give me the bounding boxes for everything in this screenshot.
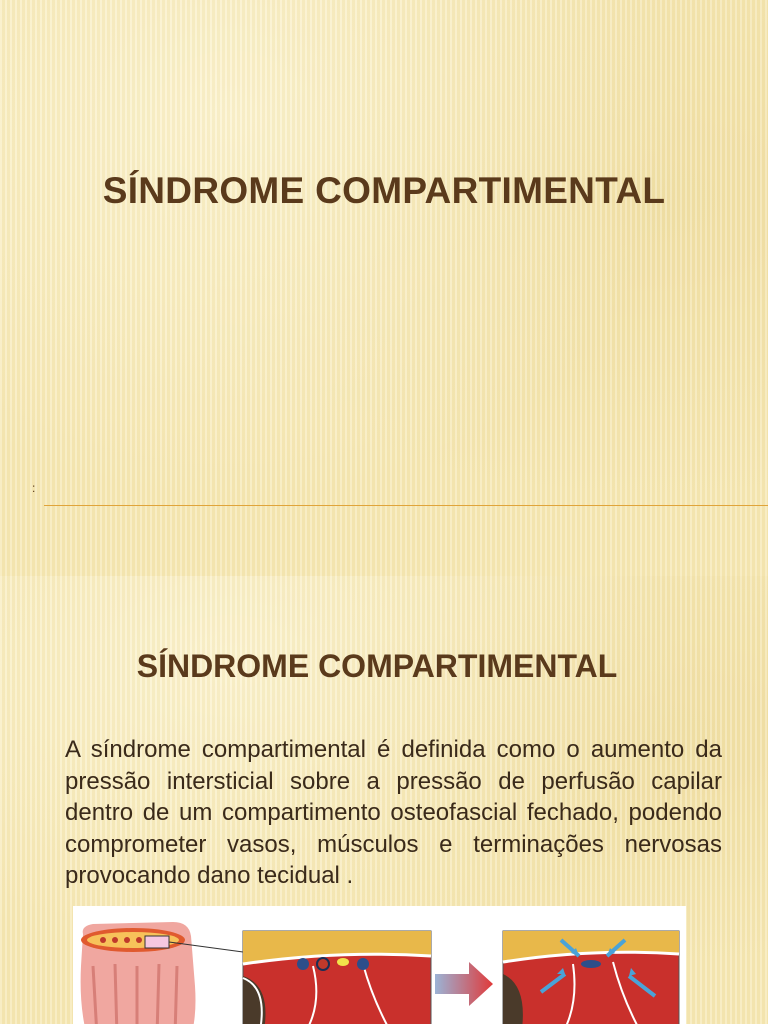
normal-compartment-illustration <box>243 931 431 1024</box>
compressed-compartment-illustration <box>503 931 679 1024</box>
slide-title: SÍNDROME COMPARTIMENTAL <box>136 648 618 684</box>
slide-marker: : <box>32 481 36 495</box>
slide-title: SÍNDROME COMPARTIMENTAL <box>102 170 666 211</box>
content-slide <box>0 576 768 1024</box>
compartment-illustration-figure <box>73 906 686 1024</box>
slide-body-text: A síndrome compartimental é definida como o aumento da pressão intersticial sobre a pressão de perfusão capilar dentro de um compartimento osteofascial fechado, podendo comprometer vasos, músculos e terminações nervosas provocando dano tecidual . <box>65 736 722 889</box>
divider-line <box>44 505 768 506</box>
progression-arrow <box>435 962 493 1006</box>
limb-illustration <box>81 922 196 1024</box>
